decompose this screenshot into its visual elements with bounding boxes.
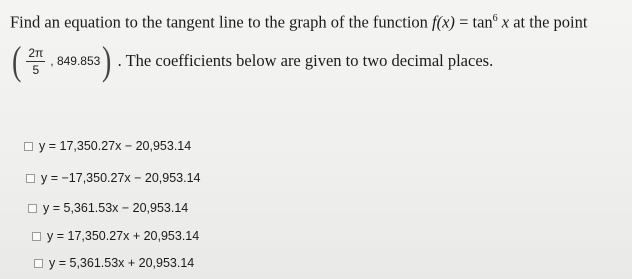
option-4[interactable] xyxy=(32,229,199,243)
option-1-label: y = 17,350.27x − 20,953.14 xyxy=(39,139,192,153)
question-line-2-text: . The coefficients below are given to two decimal places. xyxy=(117,51,494,70)
option-2[interactable] xyxy=(26,171,201,185)
function-variable: x xyxy=(497,12,510,32)
checkbox-5[interactable] xyxy=(34,259,43,268)
point-x-numerator: 2π xyxy=(28,45,44,60)
checkbox-4[interactable] xyxy=(32,232,41,241)
option-3-label: y = 5,361.53x − 20,953.14 xyxy=(43,201,189,215)
option-5[interactable] xyxy=(34,256,194,270)
checkbox-1[interactable] xyxy=(24,142,33,151)
point-x-denominator: 5 xyxy=(32,62,40,77)
option-5-label: y = 5,361.53x + 20,953.14 xyxy=(49,256,195,270)
function-equals: = tan xyxy=(454,12,493,32)
question-suffix: at the point xyxy=(509,12,588,32)
option-1[interactable] xyxy=(24,139,191,153)
checkbox-3[interactable] xyxy=(28,204,37,213)
point-x-fraction xyxy=(26,46,45,77)
option-3[interactable] xyxy=(28,201,188,215)
option-4-label: y = 17,350.27x + 20,953.14 xyxy=(47,229,200,243)
left-paren: ( xyxy=(11,38,22,83)
right-paren: ) xyxy=(102,38,112,83)
question-line-2 xyxy=(10,39,493,83)
question-prefix: Find an equation to the tangent line to the graph of the function xyxy=(10,12,433,32)
checkbox-2[interactable] xyxy=(26,174,35,183)
function-exponent: 6 xyxy=(492,13,498,24)
function-name: f(x) xyxy=(432,12,455,32)
option-2-label: y = −17,350.27x − 20,953.14 xyxy=(41,171,201,185)
point-y: , 849.853 xyxy=(50,54,101,68)
question-line-1 xyxy=(10,9,625,33)
